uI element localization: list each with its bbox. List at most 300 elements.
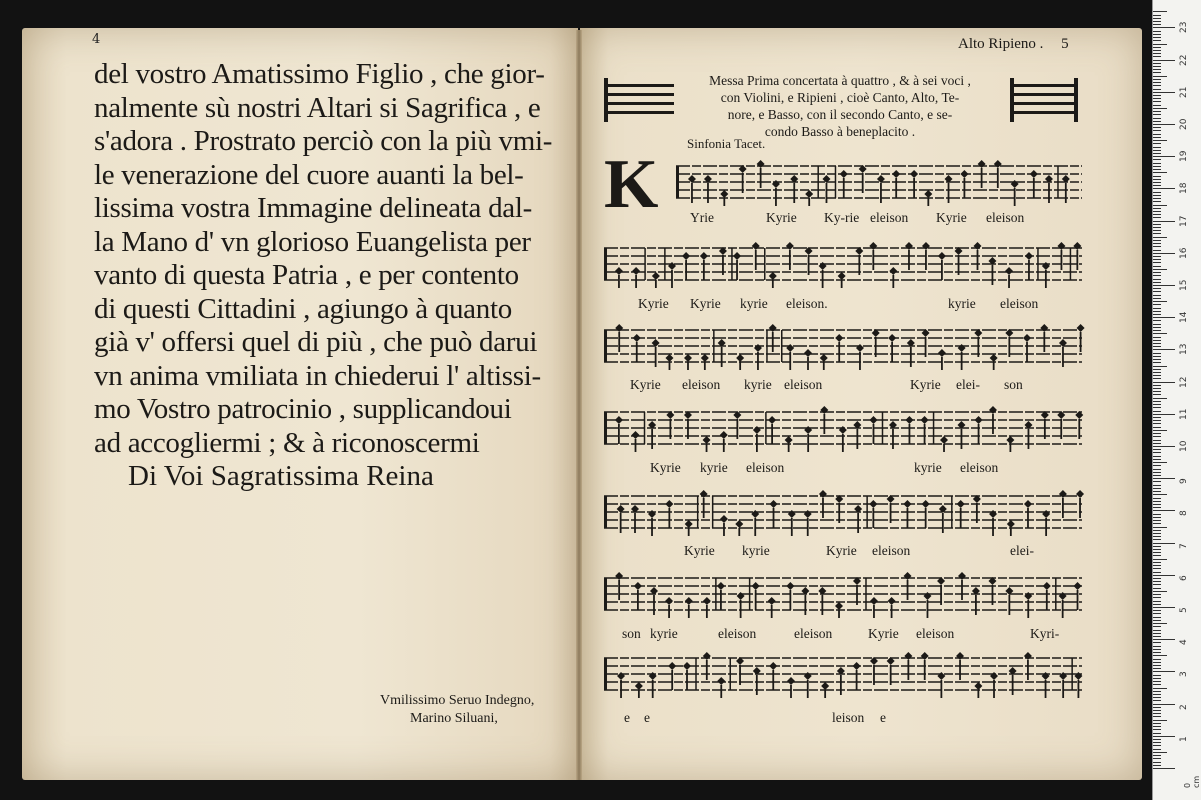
signature-name: Marino Siluani,	[410, 711, 498, 726]
note-head	[804, 349, 812, 357]
ruler-tick	[1153, 498, 1161, 499]
ruler-tick	[1153, 31, 1161, 32]
mass-title	[690, 72, 990, 140]
ruler-tick	[1153, 430, 1167, 431]
lyric-syllable: e	[644, 710, 650, 725]
ruler-tick	[1153, 504, 1161, 505]
note-head	[1057, 242, 1065, 250]
ruler-tick	[1153, 662, 1161, 663]
ruler-tick	[1153, 375, 1161, 376]
lyric-syllable: leison	[832, 710, 865, 725]
ruler-tick	[1153, 572, 1161, 573]
text-line: ad accogliermi ; & à riconoscermi	[94, 426, 480, 459]
note-head	[685, 597, 693, 605]
ruler-tick	[1153, 227, 1161, 228]
text-line: le venerazione del cuore auanti la bel-	[94, 158, 524, 191]
ruler-tick	[1153, 27, 1175, 28]
ruler-tick	[1153, 681, 1161, 682]
note-head	[735, 520, 743, 528]
lyric-syllable: Kyrie	[684, 543, 715, 558]
ruler-tick	[1153, 275, 1161, 276]
note-head	[1007, 520, 1015, 528]
note-head	[683, 662, 691, 670]
ruler-tick	[1153, 285, 1175, 286]
ruler-tick	[1153, 182, 1161, 183]
note-head	[665, 500, 673, 508]
ruler-tick	[1153, 688, 1167, 689]
decorated-initial: K	[604, 146, 659, 223]
running-head	[958, 36, 1069, 53]
text-line: di questi Cittadini , agiungo à quanto	[94, 292, 512, 325]
note-head	[1074, 582, 1082, 590]
ruler-tick	[1153, 729, 1161, 730]
note-head	[736, 354, 744, 362]
ruler-tick	[1153, 324, 1161, 325]
note-head	[720, 190, 728, 198]
ruler-label: 22	[1179, 54, 1189, 66]
lyric-syllable: kyrie	[744, 377, 772, 392]
ruler-tick	[1153, 63, 1161, 64]
ruler-label: 19	[1179, 150, 1189, 163]
ruler-tick	[1153, 353, 1161, 354]
ruler-tick	[1153, 659, 1161, 660]
ruler-tick	[1153, 469, 1161, 470]
ruler-tick	[1153, 143, 1161, 144]
ruler-tick	[1153, 527, 1167, 528]
ruler-tick	[1153, 185, 1161, 186]
ruler-tick	[1153, 163, 1161, 164]
lyric-syllable: eleison	[872, 543, 911, 558]
lyric-syllable: Kyrie	[868, 626, 899, 641]
ruler-tick	[1153, 240, 1161, 241]
ruler-tick	[1153, 523, 1161, 524]
note-head	[1024, 500, 1032, 508]
ruler-tick	[1153, 140, 1167, 141]
note-head	[770, 500, 778, 508]
ruler-label: 7	[1179, 542, 1189, 549]
ruler-tick	[1153, 601, 1161, 602]
ruler-tick	[1153, 205, 1167, 206]
lyric-syllable: Kyrie	[630, 377, 661, 392]
ruler-tick	[1153, 233, 1161, 234]
note-head	[633, 334, 641, 342]
ruler-tick	[1153, 617, 1161, 618]
measuring-ruler	[1152, 0, 1201, 800]
ruler-tick	[1153, 755, 1161, 756]
note-head	[1023, 334, 1031, 342]
ruler-label: 2	[1179, 703, 1189, 710]
note-head	[769, 272, 777, 280]
ruler-tick	[1153, 356, 1161, 357]
ruler-tick	[1153, 147, 1161, 148]
ruler-tick	[1153, 581, 1161, 582]
note-head	[903, 500, 911, 508]
ruler-tick	[1153, 433, 1161, 434]
lyric-syllable: Kyri-	[1030, 626, 1060, 641]
ruler-tick	[1153, 594, 1161, 595]
ruler-label: 10	[1179, 440, 1189, 452]
ruler-tick	[1153, 230, 1161, 231]
ruler-tick	[1153, 407, 1161, 408]
ruler-tick	[1153, 742, 1161, 743]
ruler-tick	[1153, 37, 1161, 38]
note-head	[1011, 180, 1019, 188]
ruler-tick	[1153, 465, 1161, 466]
note-head	[717, 677, 725, 685]
ruler-tick	[1153, 501, 1161, 502]
music-system	[604, 570, 1082, 620]
ruler-tick	[1153, 72, 1161, 73]
ruler-tick	[1153, 420, 1161, 421]
ruler-tick	[1153, 269, 1167, 270]
ruler-tick	[1153, 733, 1161, 734]
ruler-tick	[1153, 768, 1175, 769]
note-head	[703, 436, 711, 444]
ruler-label: 14	[1179, 311, 1189, 324]
ruler-tick	[1153, 404, 1161, 405]
ruler-tick	[1153, 684, 1161, 685]
ruler-tick	[1153, 655, 1167, 656]
ruler-tick	[1153, 362, 1161, 363]
note-head	[978, 160, 986, 168]
ruler-tick	[1153, 172, 1167, 173]
ruler-tick	[1153, 385, 1161, 386]
note-head	[733, 252, 741, 260]
ruler-tick	[1153, 710, 1161, 711]
note-head	[1073, 242, 1081, 250]
note-head	[1005, 267, 1013, 275]
lyric-syllable: Kyrie	[766, 210, 797, 225]
lyric-syllable: kyrie	[914, 460, 942, 475]
lyric-syllable: eleison	[960, 460, 999, 475]
ruler-tick	[1153, 716, 1161, 717]
ruler-tick	[1153, 195, 1161, 196]
ruler-tick	[1153, 758, 1161, 759]
lyric-syllable: eleison	[794, 626, 833, 641]
note-head	[720, 431, 728, 439]
ruler-tick	[1153, 333, 1167, 334]
ruler-tick	[1153, 82, 1161, 83]
note-head	[634, 582, 642, 590]
lyric-syllable: kyrie	[650, 626, 678, 641]
ruler-tick	[1153, 388, 1161, 389]
ruler-tick	[1153, 153, 1161, 154]
ruler-tick	[1153, 15, 1161, 16]
ruler-tick	[1153, 262, 1161, 263]
title-line: nore, e Basso, con il secondo Canto, e se-	[727, 107, 953, 122]
ruler-tick	[1153, 452, 1161, 453]
ruler-tick	[1153, 668, 1161, 669]
ruler-tick	[1153, 44, 1167, 45]
note-head	[785, 436, 793, 444]
ruler-tick	[1153, 98, 1161, 99]
note-head	[835, 602, 843, 610]
note-head	[757, 160, 765, 168]
note-head	[805, 190, 813, 198]
note-head	[682, 252, 690, 260]
note-head	[922, 500, 930, 508]
note-head	[835, 334, 843, 342]
lyric-syllable: eleison	[746, 460, 785, 475]
ruler-tick	[1153, 562, 1161, 563]
note-head	[632, 267, 640, 275]
ruler-tick	[1153, 85, 1161, 86]
lyric-syllable: Yrie	[690, 210, 714, 225]
ruler-tick	[1153, 308, 1161, 309]
ruler-tick	[1153, 565, 1161, 566]
ruler-tick	[1153, 92, 1175, 93]
clef-bar	[604, 578, 607, 610]
note-head	[975, 416, 983, 424]
note-head	[820, 354, 828, 362]
ruler-label: 18	[1179, 182, 1189, 195]
ruler-tick	[1153, 510, 1175, 511]
note-head	[668, 662, 676, 670]
ruler-tick	[1153, 555, 1161, 556]
ruler-tick	[1153, 369, 1161, 370]
ruler-tick	[1153, 127, 1161, 128]
music-system	[604, 240, 1082, 290]
note-head	[685, 520, 693, 528]
ruler-tick	[1153, 533, 1161, 534]
ruler-tick	[1153, 253, 1175, 254]
lyric-syllable: son	[622, 626, 641, 641]
clef-bar	[604, 248, 607, 280]
staff	[604, 488, 1082, 538]
ruler-tick	[1153, 591, 1167, 592]
ruler-tick	[1153, 314, 1161, 315]
note-head	[990, 354, 998, 362]
note-head	[922, 242, 930, 250]
ruler-tick	[1153, 24, 1161, 25]
ruler-tick	[1153, 588, 1161, 589]
ruler-tick	[1153, 317, 1175, 318]
note-head	[938, 349, 946, 357]
ruler-tick	[1153, 327, 1161, 328]
ruler-tick	[1153, 549, 1161, 550]
ruler-tick	[1153, 401, 1161, 402]
lyric-syllable: kyrie	[700, 460, 728, 475]
text-line: lissima vostra Immagine delineata dal-	[94, 192, 532, 224]
ruler-tick	[1153, 671, 1175, 672]
ruler-tick	[1153, 630, 1161, 631]
ruler-tick	[1153, 507, 1161, 508]
ruler-tick	[1153, 343, 1161, 344]
ruler-tick	[1153, 610, 1161, 611]
note-head	[787, 677, 795, 685]
ruler-tick	[1153, 491, 1161, 492]
ruler-tick	[1153, 21, 1161, 22]
ruler-label: 16	[1179, 247, 1189, 259]
ruler-tick	[1153, 366, 1167, 367]
ruler-tick	[1153, 217, 1161, 218]
ruler-tick	[1153, 382, 1175, 383]
ruler-tick	[1153, 304, 1161, 305]
note-head	[838, 272, 846, 280]
staff	[604, 322, 1082, 372]
ruler-tick	[1153, 101, 1161, 102]
left-page-number: 4	[92, 32, 101, 47]
staff	[604, 404, 1082, 454]
ruler-tick	[1153, 156, 1175, 157]
ruler-tick	[1153, 298, 1161, 299]
note-head	[768, 597, 776, 605]
lyric-syllable: kyrie	[742, 543, 770, 558]
ruler-tick	[1153, 514, 1161, 515]
lyric-syllable: kyrie	[948, 296, 976, 311]
note-head	[786, 582, 794, 590]
note-head	[752, 242, 760, 250]
ruler-tick	[1153, 414, 1175, 415]
ruler-tick	[1153, 443, 1161, 444]
ruler-tick	[1153, 649, 1161, 650]
lyric-syllable: eleison.	[786, 296, 828, 311]
ruler-tick	[1153, 340, 1161, 341]
ruler-tick	[1153, 423, 1161, 424]
ruler-tick	[1153, 301, 1167, 302]
ruler-label: 9	[1179, 478, 1189, 485]
ruler-tick	[1153, 543, 1175, 544]
clef-bar	[604, 412, 607, 444]
ruler-tick	[1153, 250, 1161, 251]
lyric-syllable: Kyrie	[826, 543, 857, 558]
ruler-tick	[1153, 707, 1161, 708]
ruler-tick	[1153, 459, 1161, 460]
ruler-tick	[1153, 201, 1161, 202]
ruler-tick	[1153, 76, 1167, 77]
ruler-tick	[1153, 150, 1161, 151]
ruler-label: 21	[1179, 86, 1189, 98]
ruler-tick	[1153, 56, 1161, 57]
ruler-tick	[1153, 646, 1161, 647]
note-head	[888, 597, 896, 605]
note-head	[905, 416, 913, 424]
note-head	[615, 267, 623, 275]
lyric-syllable: Kyrie	[650, 460, 681, 475]
ruler-tick	[1153, 700, 1161, 701]
note-head	[1043, 582, 1051, 590]
ruler-tick	[1153, 166, 1161, 167]
note-head	[905, 242, 913, 250]
ruler-tick	[1153, 346, 1161, 347]
ruler-tick	[1153, 237, 1167, 238]
ruler-tick	[1153, 349, 1175, 350]
ruler-tick	[1153, 762, 1161, 763]
ruler-tick	[1153, 337, 1161, 338]
ruler-tick	[1153, 691, 1161, 692]
ruler-tick	[1153, 568, 1161, 569]
ruler-tick	[1153, 478, 1175, 479]
text-line: vanto di questa Patria , e per contento	[94, 259, 519, 291]
ruler-tick	[1153, 546, 1161, 547]
lyric-syllable: kyrie	[740, 296, 768, 311]
note-head	[869, 416, 877, 424]
ruler-tick	[1153, 436, 1161, 437]
ruler-tick	[1153, 440, 1161, 441]
ruler-tick	[1153, 485, 1161, 486]
ruler-tick	[1153, 224, 1161, 225]
ruler-tick	[1153, 559, 1167, 560]
note-head	[615, 416, 623, 424]
ruler-tick	[1153, 552, 1161, 553]
note-head	[665, 597, 673, 605]
ruler-label: 17	[1179, 215, 1189, 227]
ruler-tick	[1153, 623, 1167, 624]
ruler-tick	[1153, 620, 1161, 621]
note-head	[921, 416, 929, 424]
note-head	[632, 431, 640, 439]
ruler-tick	[1153, 536, 1161, 537]
note-head	[768, 416, 776, 424]
note-head	[924, 190, 932, 198]
music-system	[604, 650, 1082, 700]
ruler-tick	[1153, 288, 1161, 289]
ruler-label: 23	[1179, 21, 1189, 34]
note-head	[957, 500, 965, 508]
ruler-tick	[1153, 60, 1175, 61]
ruler-tick	[1153, 221, 1175, 222]
note-head	[892, 170, 900, 178]
ruler-tick	[1153, 636, 1161, 637]
note-head	[869, 500, 877, 508]
ruler-tick	[1153, 749, 1161, 750]
note-head	[1006, 436, 1014, 444]
ruler-tick	[1153, 50, 1161, 51]
lyric-syllable: Kyrie	[910, 377, 941, 392]
ruler-tick	[1153, 398, 1167, 399]
ruler-tick	[1153, 472, 1161, 473]
ruler-tick	[1153, 246, 1161, 247]
music-system	[676, 158, 1082, 208]
lyric-syllable: eleison	[1000, 296, 1039, 311]
text-line: mo Vostro patrocinio , supplicandoui	[94, 393, 512, 425]
ruler-tick	[1153, 121, 1161, 122]
music-system	[604, 404, 1082, 454]
ruler-tick	[1153, 584, 1161, 585]
text-line: del vostro Amatissimo Figlio , che gior-	[94, 58, 545, 90]
ruler-tick	[1153, 214, 1161, 215]
note-head	[889, 267, 897, 275]
clef-bar	[604, 658, 607, 690]
ruler-label: 13	[1179, 343, 1189, 356]
ruler-label: 5	[1179, 607, 1189, 613]
ruler-tick	[1153, 311, 1161, 312]
ruler-tick	[1153, 449, 1161, 450]
ruler-tick	[1153, 597, 1161, 598]
ruler-tick	[1153, 633, 1161, 634]
ruler-tick	[1153, 665, 1161, 666]
ruler-tick	[1153, 739, 1161, 740]
note-head	[720, 515, 728, 523]
ruler-tick	[1153, 411, 1161, 412]
note-head	[853, 662, 861, 670]
note-head	[973, 242, 981, 250]
ruler-tick	[1153, 259, 1161, 260]
ruler-tick	[1153, 604, 1161, 605]
incipit-staff-icon	[604, 78, 674, 122]
dedication-text	[94, 58, 564, 494]
lyric-syllable: elei-	[956, 377, 980, 392]
lyric-syllable: eleison	[718, 626, 757, 641]
ruler-tick	[1153, 394, 1161, 395]
note-head	[703, 597, 711, 605]
lyric-syllable: e	[880, 710, 886, 725]
ruler-label: 8	[1179, 510, 1189, 517]
ruler-tick	[1153, 40, 1161, 41]
note-head	[752, 582, 760, 590]
ruler-tick	[1153, 456, 1161, 457]
staff	[604, 650, 1082, 700]
